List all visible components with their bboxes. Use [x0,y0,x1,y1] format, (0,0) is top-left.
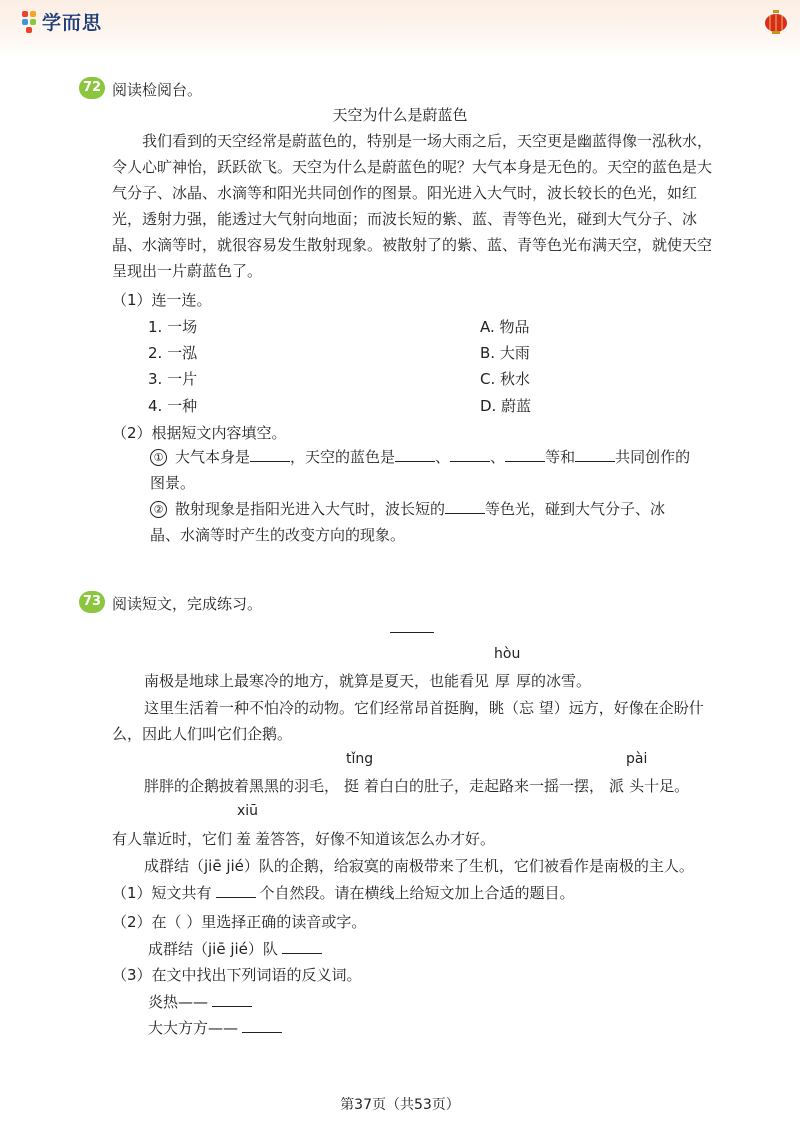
pinyin: tǐng [346,751,374,767]
answer-blank[interactable] [450,447,490,462]
question-text: 成群结（jiē jié）队 [148,940,278,958]
circled-number: ② [150,501,167,518]
subquestion-2: （2）根据短文内容填空。 [112,424,287,442]
paragraph-text: 羞答答，好像不知道该怎么办才好。 [255,830,496,848]
match-left-item: 3. 一片 [148,370,198,388]
question-text: 大大方方—— [148,1019,239,1037]
paragraph-text: 胖胖的企鹅披着黑黑的羽毛， [144,777,340,795]
paragraph-text: 着白白的肚子，走起路来一摇一摆， [364,777,605,795]
question-text: （1）短文共有 [112,884,212,902]
subquestion-3: （3）在文中找出下列词语的反义词。 [112,966,362,984]
passage-title: 天空为什么是蔚蓝色 [332,106,468,124]
fill-text: 共同创作的图景。 [150,448,691,492]
match-left-item: 2. 一泓 [148,344,198,362]
brand-logo [20,8,102,35]
paragraph-1 [144,670,591,691]
fill-text: 散射现象是指阳光进入大气时，波长短的 [175,500,446,518]
logo-mark-icon [20,10,38,34]
header-band [0,0,800,58]
fill-text: 等色光，碰到大气分子、冰晶、水滴等时产生的改变方向的现象。 [150,500,666,544]
answer-blank[interactable] [445,499,485,514]
fill-text: 大气本身是 [175,448,251,466]
match-left-item: 4. 一种 [148,397,198,415]
pinyin-char: 羞 [236,830,252,848]
fill-text: ，天空的蓝色是 [290,448,396,466]
pinyin-char: 派 [609,777,625,795]
fill-text: 、 [490,448,506,466]
match-right-item: C. 秋水 [480,370,531,388]
pinyin-char: 挺 [344,777,360,795]
passage-paragraph: 我们看到的天空经常是蔚蓝色的，特别是一场大雨之后，天空更是幽蓝得像一泓秋水，令人心旷神怡，跃跃欲飞。天空为什么是蔚蓝色的呢？大气本身是无色的。天空的蓝色是大气分子、冰晶、水滴等和阳光共同创作的图景。阳光进入大气时，波长较长的色光，如红光，透射力强，能透过大气射向地面；而波长短的紫、蓝、青等色光，碰到大气分子、冰晶、水滴等时，就很容易发生散射现象。被散射了的紫、蓝、青等色光布满天空，就使天空呈现出一片蔚蓝色了。 [112,132,713,280]
pinyin: xiū [237,803,259,819]
lantern-icon [764,10,788,36]
page-number: 第37页（共53页） [340,1097,460,1113]
fill-text: 等和 [545,448,576,466]
fill-item-1 [150,444,695,496]
match-right-item: A. 物品 [480,318,530,336]
question-title: 阅读检阅台。 [112,81,203,99]
subquestion-2: （2）在（ ）里选择正确的读音或字。 [112,913,367,931]
match-left-item: 1. 一场 [148,318,198,336]
paragraph-text: 南极是地球上最寒冷的地方，就算是夏天，也能看见 [144,672,490,690]
paragraph-3-line-1 [144,775,689,796]
answer-blank[interactable] [250,447,290,462]
question-number-badge: 73 [79,591,105,613]
pinyin: hòu [494,646,521,662]
brand-name: 学而思 [42,12,103,34]
paragraph-text: 头十足。 [629,777,690,795]
match-right-item: D. 蔚蓝 [480,397,532,415]
fill-text: 、 [435,448,451,466]
answer-blank[interactable] [395,447,435,462]
question-title: 阅读短文，完成练习。 [112,595,263,613]
circled-number: ① [150,449,167,466]
subquestion-1 [112,882,575,903]
paragraph-3-line-2 [112,828,495,849]
answer-blank[interactable] [505,447,545,462]
subquestion-2-item [148,938,322,959]
answer-blank[interactable] [242,1018,282,1033]
match-right-item: B. 大雨 [480,344,530,362]
pinyin: pài [626,751,648,767]
antonym-item [148,1017,282,1038]
question-text: 炎热—— [148,993,209,1011]
paragraph-text: 有人靠近时，它们 [112,830,233,848]
paragraph-text: 厚的冰雪。 [516,672,592,690]
answer-blank[interactable] [575,447,615,462]
question-text: 个自然段。请在横线上给短文加上合适的题目。 [259,884,575,902]
answer-blank[interactable] [282,939,322,954]
question-number-badge: 72 [79,77,105,99]
subquestion-1: （1）连一连。 [112,291,212,309]
paragraph-2: 这里生活着一种不怕冷的动物。它们经常昂首挺胸，眺（忘 望）远方，好像在企盼什么，因此人们叫它们企鹅。 [112,699,704,743]
pinyin-char: 厚 [495,672,511,690]
answer-blank[interactable] [212,992,252,1007]
antonym-item [148,991,252,1012]
paragraph-4: 成群结（jiē jié）队的企鹅，给寂寞的南极带来了生机，它们被看作是南极的主人。 [144,857,694,875]
fill-item-2 [150,496,695,548]
title-blank[interactable] [390,632,434,633]
answer-blank[interactable] [216,883,256,898]
